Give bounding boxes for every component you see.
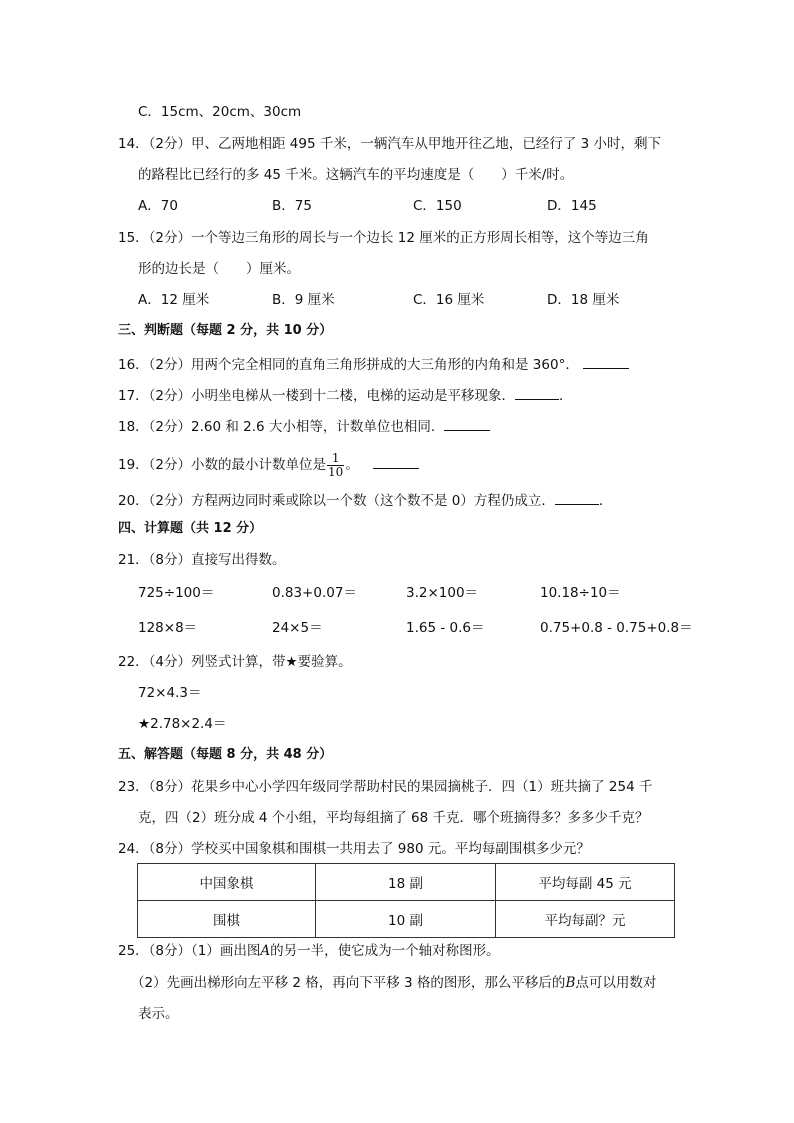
table-cell: 平均每副 45 元 [496, 864, 675, 901]
q25-var-b: B [565, 975, 576, 991]
q21-item: 1.65 - 0.6＝ [406, 620, 485, 636]
q15-option-d: D．18 厘米 [547, 292, 620, 308]
q25-line1 [118, 942, 500, 960]
q14-option-d: D．145 [547, 198, 597, 214]
q14-option-b: B．75 [272, 198, 312, 214]
q19 [118, 449, 419, 481]
q18 [118, 416, 490, 436]
q17-text: 17．（2分）小明坐电梯从一楼到十二楼，电梯的运动是平移现象． [118, 388, 516, 404]
q22-text: 22．（4分）列竖式计算，带★要验算。 [118, 654, 352, 670]
q14-option-a: A．70 [138, 198, 178, 214]
q19-frac-numerator: 1 [327, 452, 344, 466]
q25-line2-pre: （2）先画出梯形向左平移 2 格，再向下平移 3 格的图形，那么平移后的 [131, 975, 566, 991]
table-cell: 10 副 [316, 901, 496, 938]
q21-item: 3.2×100＝ [406, 585, 479, 601]
q25-var-a: A [260, 943, 271, 959]
q23-line2: 克，四（2）班分成 4 个小组，平均每组摘了 68 千克．哪个班摘得多？多多少千克？ [138, 810, 649, 826]
q18-answer-blank[interactable] [444, 416, 490, 431]
q20: 20．（2分）方程两边同时乘或除以一个数（这个数不是 0）方程仍成立． ． [118, 490, 612, 510]
q20-text: 20．（2分）方程两边同时乘或除以一个数（这个数不是 0）方程仍成立． [118, 493, 555, 509]
q22-item-2: ★2.78×2.4＝ [138, 716, 227, 732]
q21-item: 24×5＝ [272, 620, 323, 636]
q19-answer-blank[interactable] [373, 454, 419, 469]
q25-line3: 表示。 [138, 1006, 179, 1022]
q22-item-1: 72×4.3＝ [138, 685, 202, 701]
section-4-heading: 四、计算题（共 12 分） [118, 521, 263, 536]
q15-option-a: A．12 厘米 [138, 292, 210, 308]
q13-option-c: C．15cm、20cm、30cm [138, 104, 302, 120]
q16 [118, 354, 629, 374]
q25-line1-post: 的另一半，使它成为一个轴对称图形。 [270, 943, 500, 959]
q24-table [137, 863, 675, 938]
q14-option-c: C．150 [413, 198, 462, 214]
table-row [138, 864, 675, 901]
q21-text: 21．（8分）直接写出得数。 [118, 552, 286, 568]
q19-tail: 。 [345, 457, 359, 473]
table-cell: 围棋 [138, 901, 316, 938]
table-cell: 18 副 [316, 864, 496, 901]
table-cell: 平均每副？元 [496, 901, 675, 938]
q16-text: 16．（2分）用两个完全相同的直角三角形拼成的大三角形的内角和是 360°． [118, 357, 579, 373]
q14-line2: 的路程比已经行的多 45 千米。这辆汽车的平均速度是（ ）千米/时。 [138, 167, 574, 183]
table-row [138, 901, 675, 938]
q24-text: 24．（8分）学校买中国象棋和围棋一共用去了 980 元。平均每副围棋多少元？ [118, 841, 590, 857]
q15-option-c: C．16 厘米 [413, 292, 485, 308]
q19-text: 19．（2分）小数的最小计数单位是 [118, 457, 327, 473]
q19-frac-denominator: 10 [328, 464, 344, 479]
q18-text: 18．（2分）2.60 和 2.6 大小相等，计数单位也相同． [118, 419, 445, 435]
q25-line2-post: 点可以用数对 [575, 975, 657, 991]
q23-line1: 23．（8分）花果乡中心小学四年级同学帮助村民的果园摘桃子．四（1）班共摘了 254 千 [118, 779, 653, 795]
q21-item: 0.83+0.07＝ [272, 585, 357, 601]
q15-option-b: B．9 厘米 [272, 292, 335, 308]
q17-answer-blank[interactable] [515, 385, 559, 400]
section-3-heading: 三、判断题（每题 2 分，共 10 分） [118, 323, 333, 338]
section-5-heading: 五、解答题（每题 8 分，共 48 分） [118, 747, 333, 762]
table-cell: 中国象棋 [138, 864, 316, 901]
q21-item: 10.18÷10＝ [540, 585, 621, 601]
q15-line1: 15．（2分）一个等边三角形的周长与一个边长 12 厘米的正方形周长相等，这个等边三角 [118, 230, 649, 246]
q16-answer-blank[interactable] [583, 354, 629, 369]
q21-item: 725÷100＝ [138, 585, 215, 601]
q20-answer-blank[interactable] [555, 490, 599, 505]
q14-line1: 14．（2分）甲、乙两地相距 495 千米，一辆汽车从甲地开往乙地，已经行了 3 小时，剩下 [118, 136, 662, 152]
q21-item: 0.75+0.8 - 0.75+0.8＝ [540, 620, 693, 636]
q15-line2: 形的边长是（ ）厘米。 [138, 261, 300, 277]
q25-line1-pre: 25．（8分）（1）画出图 [118, 943, 261, 959]
q17: 17．（2分）小明坐电梯从一楼到十二楼，电梯的运动是平移现象． ． [118, 385, 573, 405]
q21-item: 128×8＝ [138, 620, 198, 636]
q25-line2 [131, 974, 656, 992]
q19-fraction [327, 452, 344, 479]
